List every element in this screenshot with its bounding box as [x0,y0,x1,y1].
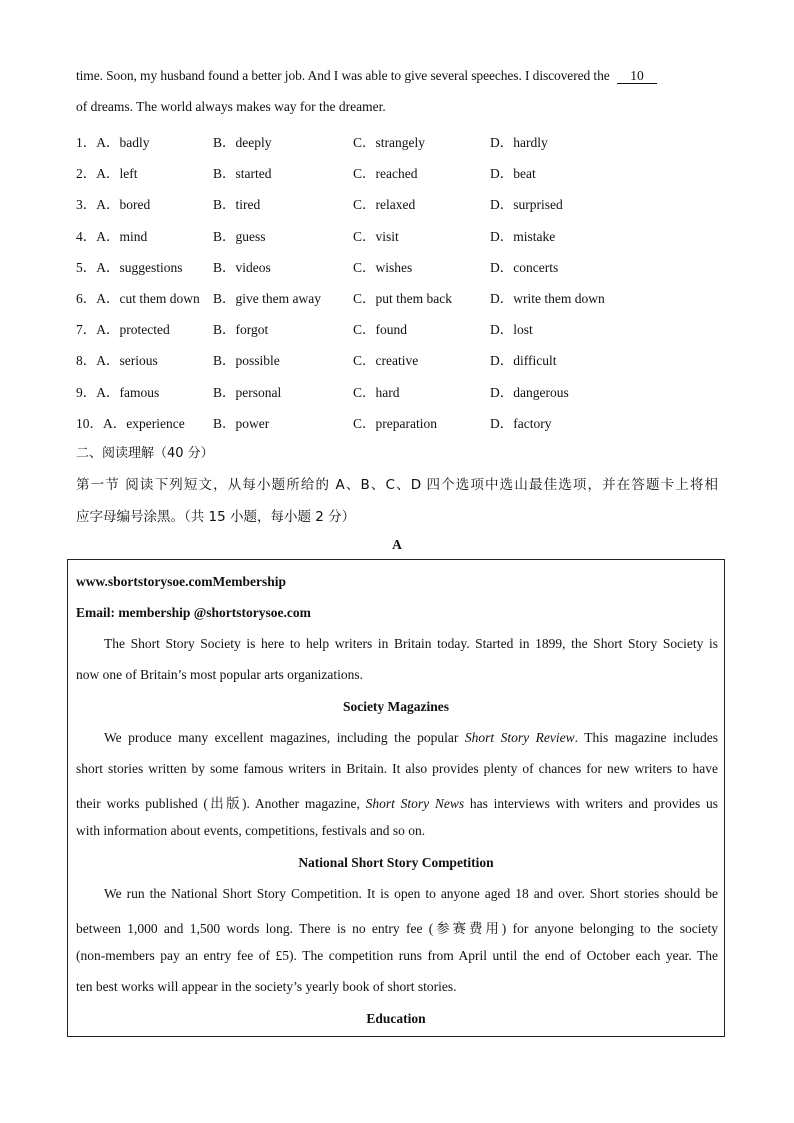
option-c: C．put them back [353,291,452,306]
option-d: D．beat [490,166,536,181]
magazines-line-1 [76,730,718,746]
option-a-text: suggestions [119,260,183,275]
option-a-text: experience [126,416,185,431]
question-row [76,381,726,399]
option-d: D．dangerous [490,385,569,400]
instruction-line-2: 应字母编号涂黑。（共 15 小题，每小题 2 分） [76,509,356,525]
question-row [76,349,726,367]
question-number: 7．A． [76,322,120,337]
option-d: D．write them down [490,291,605,306]
heading-education: Education [366,1011,426,1026]
option-d: D．mistake [490,229,556,244]
option-c: C．visit [353,229,399,244]
option-d: D．difficult [490,353,557,368]
question-number: 1．A． [76,135,120,150]
option-a [76,162,138,182]
question-row [76,225,726,243]
option-a-text: badly [119,135,150,150]
competition-line-4: ten best works will appear in the society’s yearly book of short stories. [76,979,457,994]
option-a-text: bored [119,197,151,212]
option-b: B．forgot [213,322,269,337]
answer-blank-10: 10 [617,69,657,84]
option-a-text: protected [119,322,170,337]
option-a [76,256,183,276]
question-number: 10．A． [76,416,127,431]
heading-competition: National Short Story Competition [298,855,494,870]
option-d: D．hardly [490,135,548,150]
option-b: B．started [213,166,272,181]
magazines-line-4: with information about events, competitions, festivals and so on. [76,823,426,838]
magazines-line-2: short stories written by some famous writers in Britain. It also provides plenty of chances for new writers to have [76,761,718,776]
option-c: C．hard [353,385,400,400]
option-a-text: left [119,166,138,181]
option-a [76,193,150,213]
magazines-line-3-pre: their works published (出版). Another magazine, [76,796,360,811]
question-number: 2．A． [76,166,120,181]
option-a-text: famous [119,385,160,400]
question-row [76,131,726,149]
option-a [76,225,147,245]
website-line: www.sbortstorysoe.comMembership [76,574,286,589]
question-number: 8．A． [76,353,120,368]
magazine-title-review: Short Story Review [464,730,575,745]
option-b: B．tired [213,197,261,212]
option-d: D．surprised [490,197,563,212]
magazines-line-3-post: has interviews with writers and provides us [469,796,718,811]
passage-line-2: of dreams. The world always makes way for the dreamer. [76,99,386,114]
magazine-title-news: Short Story News [365,796,465,811]
competition-line-3: (non-members pay an entry fee of £5). The competition runs from April until the end of October each year. The [76,948,718,963]
competition-line-2: between 1,000 and 1,500 words long. There is no entry fee (参赛费用) for anyone belonging to the society [76,921,718,936]
section-title: 二、阅读理解（40 分） [76,446,214,461]
question-row [76,193,726,211]
option-c: C．strangely [353,135,425,150]
question-row [76,412,726,430]
magazines-line-1-post: . This magazine includes [574,730,718,745]
question-number: 9．A． [76,385,120,400]
passage-line-1 [76,68,718,84]
option-a-text: cut them down [119,291,200,306]
option-b: B．videos [213,260,271,275]
option-a [76,287,200,307]
option-c: C．preparation [353,416,437,431]
option-c: C．reached [353,166,418,181]
option-b: B．power [213,416,270,431]
passage-line-1-text: time. Soon, my husband found a better job. And I was able to give several speeches. I discovered the [76,68,610,83]
question-number: 3．A． [76,197,120,212]
option-b: B．deeply [213,135,272,150]
option-a [76,131,150,151]
question-number: 5．A． [76,260,120,275]
competition-line-1: We run the National Short Story Competition. It is open to anyone aged 18 and over. Short stories should be [104,886,718,901]
question-row [76,318,726,336]
intro-line-1: The Short Story Society is here to help writers in Britain today. Started in 1899, the Short Story Society is [104,636,718,651]
option-b: B．guess [213,229,266,244]
option-a [76,318,170,338]
option-c: C．found [353,322,407,337]
question-number: 4．A． [76,229,120,244]
option-a-text: serious [119,353,158,368]
option-c: C．wishes [353,260,413,275]
option-c: C．creative [353,353,419,368]
question-row [76,162,726,180]
option-b: B．personal [213,385,282,400]
intro-line-2: now one of Britain’s most popular arts organizations. [76,667,363,682]
option-b: B．give them away [213,291,321,306]
question-number: 6．A． [76,291,120,306]
option-b: B．possible [213,353,280,368]
option-d: D．lost [490,322,533,337]
option-a [76,349,158,369]
email-line: Email: membership @shortstorysoe.com [76,605,311,620]
heading-magazines: Society Magazines [342,699,450,714]
option-a-text: mind [119,229,148,244]
question-row [76,287,726,305]
option-d: D．concerts [490,260,559,275]
passage-label: A [392,537,402,552]
magazines-line-3 [76,792,718,812]
magazines-line-1-pre: We produce many excellent magazines, including the popular [104,730,459,745]
instruction-line-1: 第一节 阅读下列短文，从每小题所给的 A、B、C、D 四个选项中选山最佳选项，并在答题卡上将相 [76,477,718,493]
option-a [76,412,185,432]
option-d: D．factory [490,416,552,431]
option-c: C．relaxed [353,197,416,212]
question-row [76,256,726,274]
option-a [76,381,159,401]
